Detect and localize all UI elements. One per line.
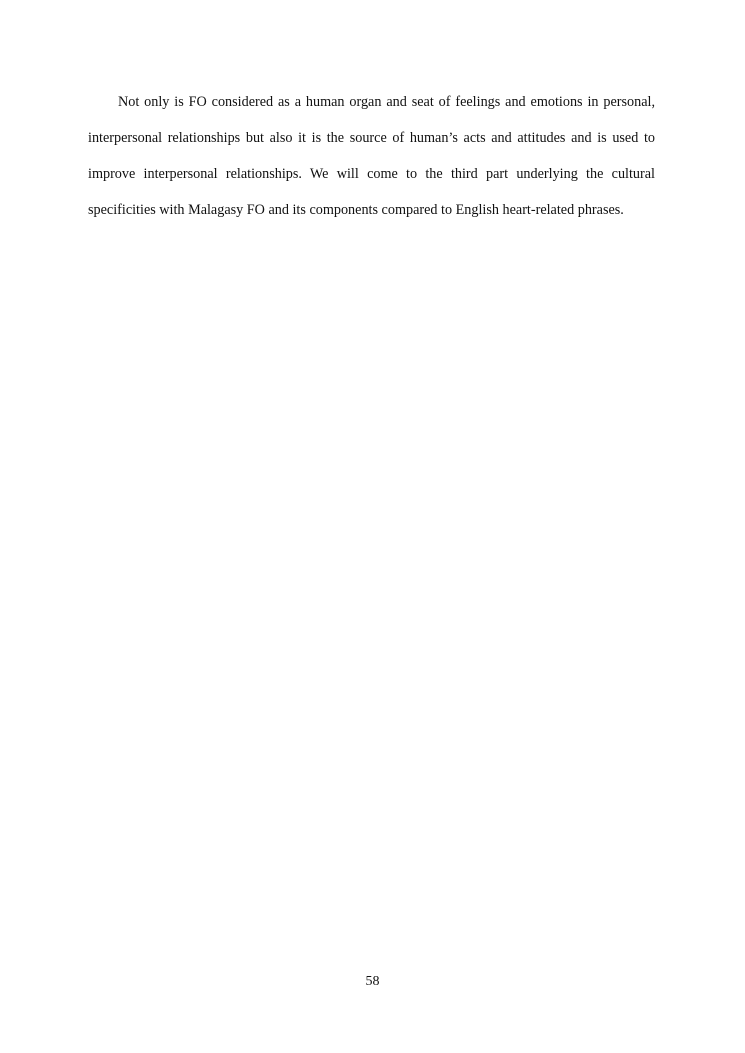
page-number: 58 (365, 974, 380, 989)
body-paragraph: Not only is FO considered as a human organ and seat of feelings and emotions in personal, interpersonal relationships but also it is the source of human’s acts and attitudes and is used to improve interpersonal relationships. We will come to the third part underlying the cultural specificities with Malagasy FO and its components compared to English heart-related phrases. (88, 94, 655, 218)
